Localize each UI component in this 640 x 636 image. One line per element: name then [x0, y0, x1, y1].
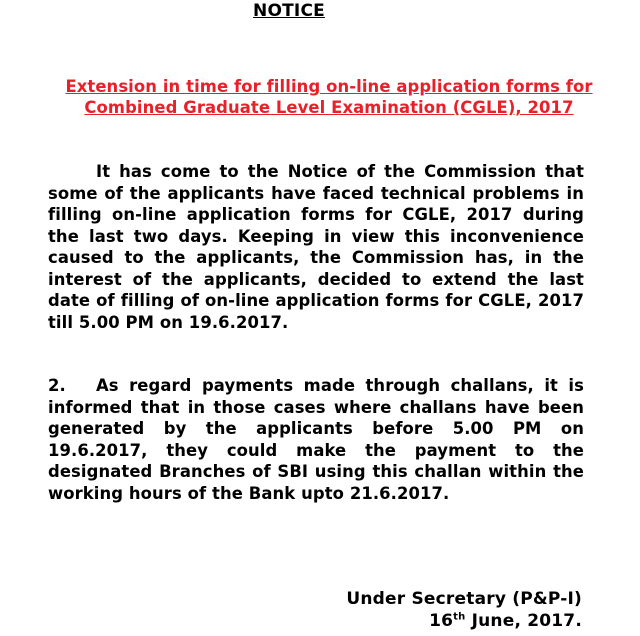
paragraph-1: It has come to the Notice of the Commission that some of the applicants have faced technical problems in filling on-line application forms for CGLE, 2017 during the last two days. Keeping in view this inconvenience caused to the applicants, the Commission has, in the interest of the applicants, decided to extend the last date of filling of on-line application forms for CGLE, 2017 till 5.00 PM on 19.6.2017.	[48, 162, 584, 332]
paragraph-2-number: 2.	[48, 376, 66, 395]
paragraph-2	[48, 375, 584, 504]
notice-heading: NOTICE	[253, 1, 325, 21]
notice-date	[346, 610, 582, 632]
signatory-title: Under Secretary (P&P-I)	[346, 589, 582, 609]
signature-block	[346, 588, 582, 632]
notice-subject: Extension in time for filling on-line application forms for Combined Graduate Level Examination (CGLE), 2017	[65, 77, 593, 117]
date-suffix: th	[453, 611, 466, 623]
paragraph-2-text: As regard payments made through challans, it is informed that in those cases where challans have been generated by the applicants before 5.00 PM on 19.6.2017, they could make the payment to the designated Branches of SBI using this challan within the working hours of the Bank upto 21.6.2017.	[48, 376, 584, 503]
date-rest: June, 2017.	[465, 611, 582, 631]
date-day: 16	[429, 611, 454, 631]
